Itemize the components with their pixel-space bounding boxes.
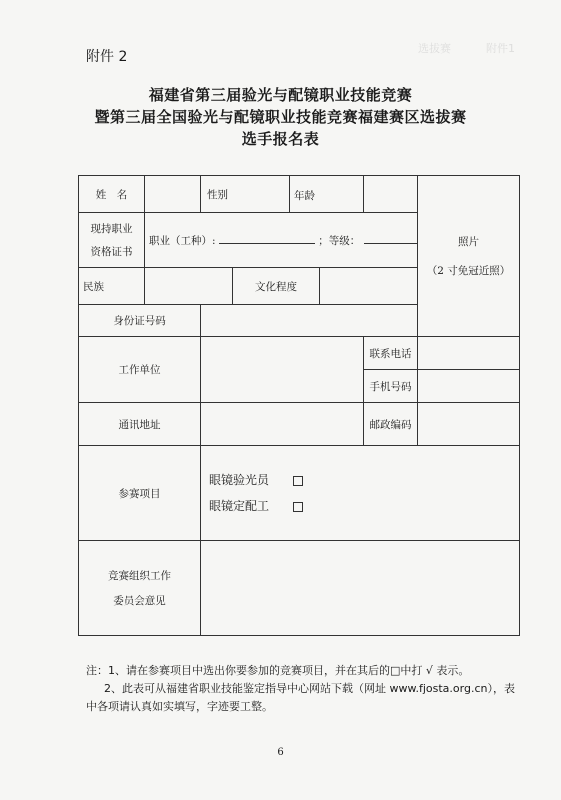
name-field[interactable]: [145, 176, 201, 213]
phone-label: 联系电话: [364, 337, 418, 370]
photo-note: （2 寸免冠近照）: [426, 265, 511, 277]
postcode-field[interactable]: [418, 403, 520, 446]
address-label: 通讯地址: [79, 403, 201, 446]
name-label: 姓 名: [79, 176, 145, 213]
id-number-field[interactable]: [201, 305, 418, 337]
certificate-label-line-2: 资格证书: [90, 246, 133, 258]
certificate-label: [79, 213, 145, 268]
project-label: 参赛项目: [79, 446, 201, 541]
project-option-optician[interactable]: [205, 493, 515, 519]
page-title-line-1: 福建省第三届验光与配镜职业技能竞赛: [148, 86, 413, 104]
education-label: 文化程度: [233, 268, 320, 305]
certificate-label-line-1: 现持职业: [90, 223, 133, 235]
checkbox-optician[interactable]: [293, 502, 303, 512]
committee-opinion-label: [79, 541, 201, 636]
education-field[interactable]: [320, 268, 418, 305]
age-field[interactable]: [364, 176, 418, 213]
address-field[interactable]: [201, 403, 364, 446]
certificate-field[interactable]: [145, 213, 418, 268]
page-title-line-2: 暨第三届全国验光与配镜职业技能竞赛福建赛区选拔赛: [94, 108, 467, 126]
attachment-label: 附件 2: [86, 49, 128, 65]
photo-box[interactable]: [418, 176, 520, 337]
workplace-label: 工作单位: [79, 337, 201, 403]
gender-field[interactable]: [290, 176, 364, 213]
committee-label-line-2: 委员会意见: [113, 595, 166, 607]
page-title-line-3: 选手报名表: [241, 130, 320, 148]
gender-label: 性别: [201, 176, 290, 213]
project-option-label: 眼镜验光员: [209, 473, 270, 487]
note-line-1: 注：1、请在参赛项目中选出你要参加的竞赛项目，并在其后的□中打 √ 表示。: [86, 664, 470, 677]
project-option-label: 眼镜定配工: [209, 499, 270, 513]
committee-opinion-field[interactable]: [201, 541, 520, 636]
page-number: 6: [277, 747, 284, 758]
committee-label-line-1: 竞赛组织工作: [108, 570, 171, 582]
mobile-label: 手机号码: [364, 370, 418, 403]
checkbox-optometrist[interactable]: [293, 476, 303, 486]
level-input[interactable]: [364, 233, 418, 244]
note-line-2: 2、此表可从福建省职业技能鉴定指导中心网站下载（网址 www.fjosta.org.cn），表: [104, 682, 515, 695]
id-number-label: 身份证号码: [79, 305, 201, 337]
workplace-field[interactable]: [201, 337, 364, 403]
occupation-label: 职业（工种）:: [149, 234, 216, 247]
level-label: ；等级：: [318, 234, 361, 247]
registration-form-table: [78, 175, 520, 636]
occupation-input[interactable]: [219, 233, 315, 244]
mobile-field[interactable]: [418, 370, 520, 403]
ethnicity-field[interactable]: [145, 268, 233, 305]
note-line-3: 中各项请认真如实填写，字迹要工整。: [86, 700, 273, 713]
age-label: 年龄: [294, 190, 315, 202]
ethnicity-label: 民族: [79, 268, 145, 305]
bleed-through-text: 选拔赛: [418, 42, 451, 55]
bleed-through-text: 附件1: [486, 42, 515, 55]
postcode-label: 邮政编码: [364, 403, 418, 446]
project-option-optometrist[interactable]: [205, 467, 515, 493]
project-options: [201, 446, 520, 541]
phone-field[interactable]: [418, 337, 520, 370]
photo-label: 照片: [458, 236, 479, 248]
